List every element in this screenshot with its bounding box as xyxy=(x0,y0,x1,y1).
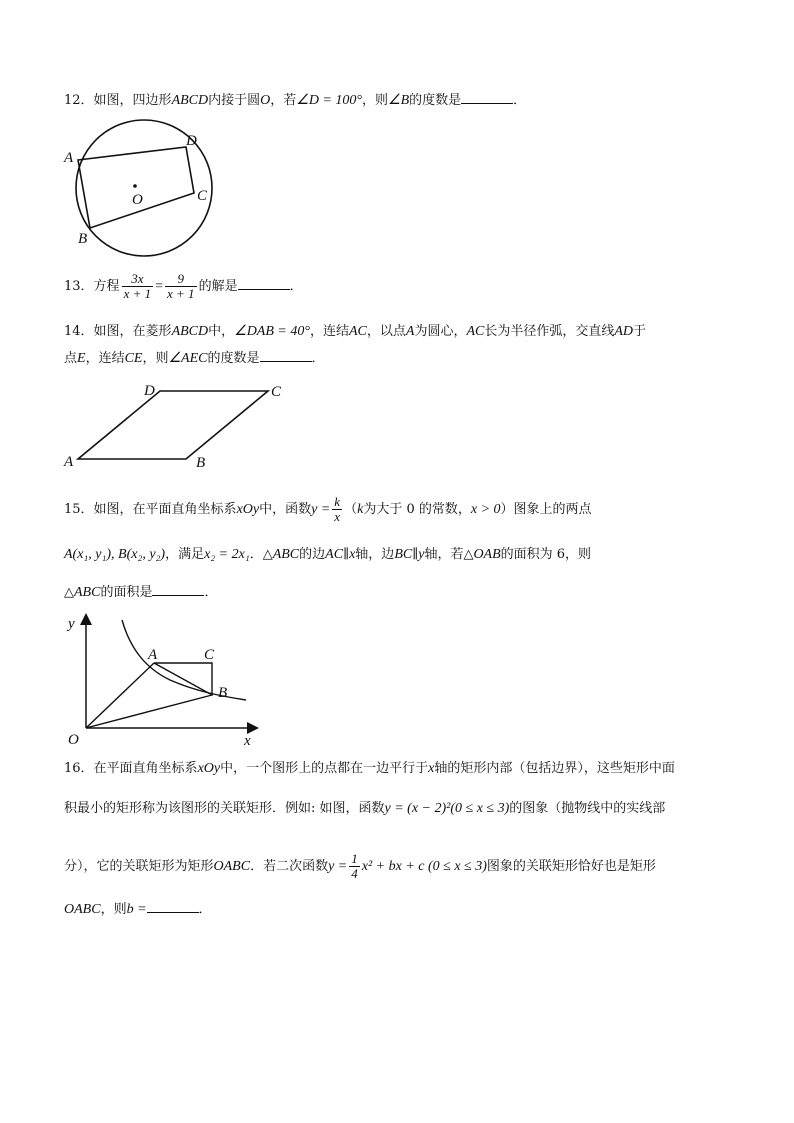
math: xOy xyxy=(197,761,221,776)
question-16-line4 xyxy=(64,900,732,919)
label-b: B xyxy=(218,685,228,701)
math: OABC xyxy=(64,902,101,917)
text: 如图，四边形 xyxy=(93,93,172,108)
question-number: 13． xyxy=(64,279,94,294)
figure-q12-circle xyxy=(60,120,230,250)
math: AC xyxy=(466,324,485,339)
text: ． xyxy=(311,351,325,366)
label-y: y xyxy=(68,616,75,632)
text: 为圆心， xyxy=(414,324,467,339)
text: 轴，若△ xyxy=(424,547,474,562)
label-c: C xyxy=(204,647,215,663)
label-c: C xyxy=(271,384,282,400)
text: 中， xyxy=(208,324,235,339)
text: 如图，在平面直角坐标系 xyxy=(93,502,237,517)
segment-ob xyxy=(86,695,212,728)
triangle-abc xyxy=(154,663,212,695)
text: 的度数是 xyxy=(207,351,260,366)
question-12 xyxy=(64,91,732,110)
text: 中，一个图形上的点都在一边平行于 xyxy=(220,761,429,776)
text: ． xyxy=(289,279,303,294)
text: ．△ xyxy=(249,547,273,562)
text: ，若 xyxy=(270,93,297,108)
question-16-line3 xyxy=(64,852,732,881)
text: 轴的矩形内部（包括边界），这些矩形中面 xyxy=(434,761,675,776)
figure-q14-rhombus xyxy=(60,380,300,475)
text: 点 xyxy=(64,351,78,366)
text: △ xyxy=(64,585,74,600)
numerator: 3x xyxy=(122,272,154,287)
question-15-line2 xyxy=(64,546,732,564)
math: BC xyxy=(394,547,413,562)
math: ∠DAB = 40° xyxy=(234,324,310,339)
hyperbola-curve xyxy=(122,620,246,700)
text: ∥ xyxy=(343,547,350,562)
denominator: x xyxy=(334,509,341,524)
text: 于 xyxy=(633,324,647,339)
math: y = xyxy=(311,502,331,517)
text: 的面积是 xyxy=(100,585,153,600)
text: ，满足 xyxy=(165,547,205,562)
question-number: 14． xyxy=(64,324,94,339)
math: y = (x − 2)²(0 ≤ x ≤ 3) xyxy=(384,801,510,816)
text: ，则 xyxy=(142,351,169,366)
fraction-lhs xyxy=(122,272,154,301)
text: 的图象（抛物线中的实线部 xyxy=(509,801,666,816)
text: 积最小的矩形称为该图形的关联矩形．例如: 如图，函数 xyxy=(64,801,385,816)
math: ∠B xyxy=(388,93,410,108)
text: 中，函数 xyxy=(259,502,312,517)
question-16-line1 xyxy=(64,760,732,778)
label-o: O xyxy=(68,732,79,748)
question-14-line1 xyxy=(64,323,732,341)
math: x > 0 xyxy=(470,502,501,517)
math: ∠D = 100° xyxy=(296,93,362,108)
answer-blank xyxy=(152,583,204,596)
text: ，连结 xyxy=(309,324,349,339)
answer-blank xyxy=(260,349,312,362)
text: ，连结 xyxy=(85,351,125,366)
text: 长为半径作弧，交直线 xyxy=(484,324,615,339)
text: （ xyxy=(344,502,358,517)
math: b = xyxy=(126,902,147,917)
math: A(x₁, y₁), B(x₂, y₂) xyxy=(64,547,166,562)
math: AD xyxy=(614,324,634,339)
math: x xyxy=(428,761,435,776)
question-13 xyxy=(64,272,732,301)
text: 的解是 xyxy=(198,279,238,294)
question-16-line2 xyxy=(64,800,732,818)
label-o: O xyxy=(132,192,143,208)
rhombus-abcd xyxy=(78,391,268,459)
numerator: k xyxy=(334,494,341,509)
text: 方程 xyxy=(93,279,120,294)
math: CE xyxy=(124,351,143,366)
math: k xyxy=(357,502,364,517)
math: AC xyxy=(325,547,344,562)
answer-blank xyxy=(147,900,199,913)
math: ABCD xyxy=(171,93,209,108)
math: OAB xyxy=(473,547,501,562)
question-number: 16． xyxy=(64,761,94,776)
text: 图象的关联矩形恰好也是矩形 xyxy=(486,859,656,874)
math: ABCD xyxy=(171,324,209,339)
math: A xyxy=(405,324,415,339)
label-a: A xyxy=(64,454,74,470)
label-d: D xyxy=(186,133,197,149)
math: ABC xyxy=(272,547,300,562)
text: 为大于 0 的常数， xyxy=(363,502,471,517)
question-number: 12． xyxy=(64,93,94,108)
label-a: A xyxy=(64,150,74,166)
math: x xyxy=(349,547,356,562)
denominator: x + 1 xyxy=(167,286,195,301)
math: y xyxy=(418,547,425,562)
equals: = xyxy=(155,279,164,294)
math: E xyxy=(77,351,86,366)
text: ，则 xyxy=(100,902,127,917)
fraction-one-quarter xyxy=(349,852,360,881)
label-c: C xyxy=(197,188,208,204)
answer-blank xyxy=(461,91,513,104)
math: x² + bx + c (0 ≤ x ≤ 3) xyxy=(361,859,487,874)
text: ∥ xyxy=(412,547,419,562)
text: ，则 xyxy=(362,93,389,108)
math: x₂ = 2x₁ xyxy=(204,547,250,562)
text: 轴，边 xyxy=(355,547,395,562)
fraction-k-over-x xyxy=(332,495,342,524)
center-point xyxy=(133,184,137,188)
question-15-line3 xyxy=(64,583,732,602)
label-b: B xyxy=(78,231,88,247)
question-number: 15． xyxy=(64,502,94,517)
math: ABC xyxy=(74,585,101,600)
answer-blank xyxy=(238,277,290,290)
label-a: A xyxy=(148,647,158,663)
denominator: 4 xyxy=(351,866,358,881)
text: 分），它的关联矩形为矩形 xyxy=(64,859,214,874)
quadrilateral-abcd xyxy=(78,147,194,228)
text: 在平面直角坐标系 xyxy=(93,761,198,776)
text: 内接于圆 xyxy=(208,93,261,108)
numerator: 9 xyxy=(165,272,197,287)
math: OABC xyxy=(213,859,251,874)
numerator: 1 xyxy=(351,851,358,866)
label-x: x xyxy=(244,733,251,749)
text: ，以点 xyxy=(366,324,406,339)
math: O xyxy=(260,93,271,108)
text: ）图象上的两点 xyxy=(500,502,592,517)
math: y = xyxy=(328,859,348,874)
text: 如图，在菱形 xyxy=(93,324,172,339)
text: ． xyxy=(204,585,218,600)
question-15-line1 xyxy=(64,495,732,524)
denominator: x + 1 xyxy=(123,286,152,301)
text: ．若二次函数 xyxy=(250,859,329,874)
text: ． xyxy=(198,902,212,917)
label-b: B xyxy=(196,455,206,471)
fraction-rhs xyxy=(165,272,197,301)
math: ∠AEC xyxy=(168,351,208,366)
question-14-line2 xyxy=(64,349,732,368)
text: 的度数是 xyxy=(409,93,462,108)
text: 的面积为 6，则 xyxy=(500,547,592,562)
text: ． xyxy=(513,93,527,108)
text: 的边 xyxy=(299,547,326,562)
math: xOy xyxy=(236,502,260,517)
math: AC xyxy=(348,324,367,339)
figure-q15-coordinate xyxy=(60,608,270,748)
label-d: D xyxy=(144,383,155,399)
segment-oa xyxy=(86,663,154,728)
